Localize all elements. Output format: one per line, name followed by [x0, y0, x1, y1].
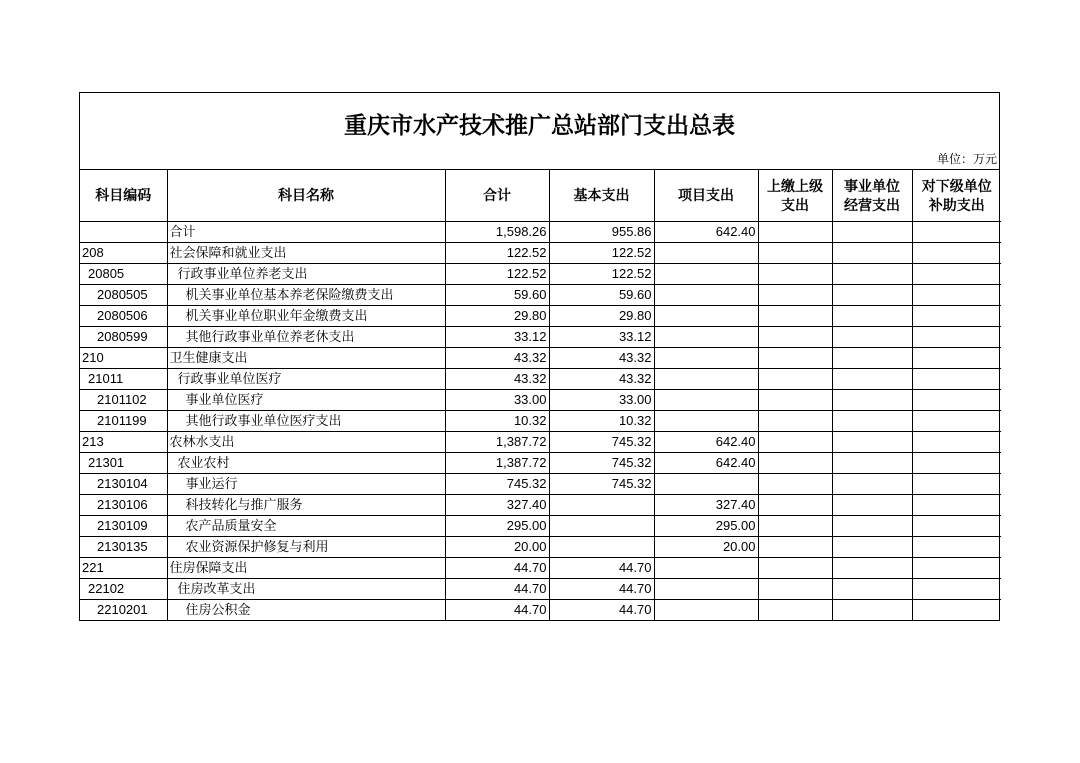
cell-subsidy [912, 474, 1001, 495]
cell-total: 1,387.72 [445, 432, 549, 453]
cell-total: 10.32 [445, 411, 549, 432]
table-row [80, 432, 1001, 453]
table-row [80, 579, 1001, 600]
cell-business [832, 369, 912, 390]
table-row [80, 474, 1001, 495]
cell-project [654, 243, 758, 264]
cell-subsidy [912, 516, 1001, 537]
cell-total: 122.52 [445, 264, 549, 285]
cell-subsidy [912, 558, 1001, 579]
cell-code: 21011 [80, 369, 167, 390]
cell-total: 1,387.72 [445, 453, 549, 474]
cell-subsidy [912, 537, 1001, 558]
cell-business [832, 390, 912, 411]
table-row [80, 285, 1001, 306]
cell-business [832, 264, 912, 285]
cell-subsidy [912, 495, 1001, 516]
cell-business [832, 327, 912, 348]
cell-subsidy [912, 285, 1001, 306]
table-row [80, 411, 1001, 432]
cell-upper [758, 453, 832, 474]
cell-project: 642.40 [654, 222, 758, 243]
cell-subsidy [912, 369, 1001, 390]
cell-code: 2101199 [80, 411, 167, 432]
cell-upper [758, 306, 832, 327]
cell-business [832, 558, 912, 579]
cell-total: 295.00 [445, 516, 549, 537]
cell-upper [758, 411, 832, 432]
cell-project [654, 558, 758, 579]
cell-name: 农林水支出 [167, 432, 445, 453]
cell-code: 221 [80, 558, 167, 579]
cell-code [80, 222, 167, 243]
header-total: 合计 [445, 170, 549, 222]
cell-name: 社会保障和就业支出 [167, 243, 445, 264]
cell-name: 事业单位医疗 [167, 390, 445, 411]
cell-upper [758, 264, 832, 285]
cell-subsidy [912, 264, 1001, 285]
cell-project [654, 327, 758, 348]
cell-project [654, 285, 758, 306]
cell-subsidy [912, 222, 1001, 243]
cell-business [832, 411, 912, 432]
cell-code: 2130135 [80, 537, 167, 558]
cell-total: 59.60 [445, 285, 549, 306]
cell-basic: 122.52 [549, 243, 654, 264]
cell-code: 21301 [80, 453, 167, 474]
cell-basic: 59.60 [549, 285, 654, 306]
cell-project [654, 579, 758, 600]
cell-code: 2080506 [80, 306, 167, 327]
cell-upper [758, 516, 832, 537]
cell-total: 745.32 [445, 474, 549, 495]
cell-name: 科技转化与推广服务 [167, 495, 445, 516]
cell-basic: 10.32 [549, 411, 654, 432]
cell-basic: 43.32 [549, 348, 654, 369]
cell-business [832, 243, 912, 264]
expenditure-table [80, 170, 1001, 620]
cell-name: 其他行政事业单位养老休支出 [167, 327, 445, 348]
header-business: 事业单位经营支出 [832, 170, 912, 222]
cell-subsidy [912, 432, 1001, 453]
cell-upper [758, 579, 832, 600]
cell-code: 2080505 [80, 285, 167, 306]
cell-subsidy [912, 600, 1001, 621]
cell-code: 2101102 [80, 390, 167, 411]
header-row [80, 170, 1001, 222]
cell-upper [758, 558, 832, 579]
cell-upper [758, 243, 832, 264]
cell-project [654, 369, 758, 390]
cell-business [832, 579, 912, 600]
header-project: 项目支出 [654, 170, 758, 222]
header-basic: 基本支出 [549, 170, 654, 222]
cell-basic: 29.80 [549, 306, 654, 327]
page-title: 重庆市水产技术推广总站部门支出总表 [344, 112, 735, 139]
cell-upper [758, 537, 832, 558]
cell-name: 卫生健康支出 [167, 348, 445, 369]
cell-name: 机关事业单位职业年金缴费支出 [167, 306, 445, 327]
cell-basic: 745.32 [549, 474, 654, 495]
cell-project [654, 264, 758, 285]
title-row [80, 93, 999, 170]
cell-upper [758, 600, 832, 621]
table-row [80, 327, 1001, 348]
cell-business [832, 453, 912, 474]
cell-project [654, 348, 758, 369]
header-name: 科目名称 [167, 170, 445, 222]
table-row [80, 306, 1001, 327]
cell-total: 29.80 [445, 306, 549, 327]
cell-upper [758, 348, 832, 369]
cell-code: 22102 [80, 579, 167, 600]
cell-upper [758, 432, 832, 453]
table-row [80, 600, 1001, 621]
cell-code: 2130109 [80, 516, 167, 537]
table-row [80, 369, 1001, 390]
cell-total: 1,598.26 [445, 222, 549, 243]
cell-code: 2130104 [80, 474, 167, 495]
header-code: 科目编码 [80, 170, 167, 222]
cell-business [832, 222, 912, 243]
cell-project [654, 390, 758, 411]
cell-business [832, 348, 912, 369]
cell-project: 20.00 [654, 537, 758, 558]
table-row [80, 264, 1001, 285]
cell-basic: 44.70 [549, 579, 654, 600]
cell-basic: 44.70 [549, 600, 654, 621]
cell-upper [758, 327, 832, 348]
cell-project [654, 600, 758, 621]
cell-business [832, 600, 912, 621]
cell-name: 事业运行 [167, 474, 445, 495]
cell-name: 住房改革支出 [167, 579, 445, 600]
header-subsidy: 对下级单位补助支出 [912, 170, 1001, 222]
cell-upper [758, 369, 832, 390]
cell-total: 327.40 [445, 495, 549, 516]
table-row [80, 390, 1001, 411]
cell-name: 行政事业单位养老支出 [167, 264, 445, 285]
cell-project [654, 306, 758, 327]
cell-name: 机关事业单位基本养老保险缴费支出 [167, 285, 445, 306]
cell-business [832, 285, 912, 306]
cell-upper [758, 495, 832, 516]
cell-basic [549, 495, 654, 516]
cell-upper [758, 222, 832, 243]
table-row [80, 537, 1001, 558]
table-row [80, 558, 1001, 579]
cell-subsidy [912, 411, 1001, 432]
cell-business [832, 432, 912, 453]
cell-subsidy [912, 243, 1001, 264]
cell-business [832, 495, 912, 516]
cell-subsidy [912, 390, 1001, 411]
cell-project: 327.40 [654, 495, 758, 516]
cell-code: 20805 [80, 264, 167, 285]
cell-name: 农业农村 [167, 453, 445, 474]
cell-upper [758, 390, 832, 411]
cell-subsidy [912, 348, 1001, 369]
cell-total: 44.70 [445, 600, 549, 621]
table-body [80, 222, 1001, 621]
cell-project: 642.40 [654, 453, 758, 474]
cell-subsidy [912, 327, 1001, 348]
cell-basic [549, 516, 654, 537]
table-row [80, 516, 1001, 537]
cell-basic: 33.12 [549, 327, 654, 348]
cell-code: 208 [80, 243, 167, 264]
cell-basic: 33.00 [549, 390, 654, 411]
cell-project: 642.40 [654, 432, 758, 453]
cell-upper [758, 474, 832, 495]
cell-name: 行政事业单位医疗 [167, 369, 445, 390]
cell-name: 合计 [167, 222, 445, 243]
cell-name: 农业资源保护修复与利用 [167, 537, 445, 558]
cell-project [654, 411, 758, 432]
cell-subsidy [912, 306, 1001, 327]
cell-total: 20.00 [445, 537, 549, 558]
cell-name: 住房保障支出 [167, 558, 445, 579]
cell-total: 122.52 [445, 243, 549, 264]
cell-business [832, 537, 912, 558]
cell-basic: 44.70 [549, 558, 654, 579]
cell-basic: 122.52 [549, 264, 654, 285]
cell-name: 其他行政事业单位医疗支出 [167, 411, 445, 432]
table-row [80, 495, 1001, 516]
cell-code: 213 [80, 432, 167, 453]
cell-subsidy [912, 453, 1001, 474]
cell-upper [758, 285, 832, 306]
table-row [80, 453, 1001, 474]
cell-business [832, 306, 912, 327]
expenditure-sheet [79, 92, 1000, 621]
cell-code: 2210201 [80, 600, 167, 621]
cell-basic: 745.32 [549, 432, 654, 453]
table-row [80, 243, 1001, 264]
cell-basic [549, 537, 654, 558]
cell-total: 44.70 [445, 558, 549, 579]
header-upper: 上缴上级支出 [758, 170, 832, 222]
cell-project: 295.00 [654, 516, 758, 537]
cell-code: 210 [80, 348, 167, 369]
cell-code: 2080599 [80, 327, 167, 348]
cell-name: 农产品质量安全 [167, 516, 445, 537]
cell-project [654, 474, 758, 495]
cell-total: 43.32 [445, 369, 549, 390]
cell-basic: 955.86 [549, 222, 654, 243]
cell-total: 43.32 [445, 348, 549, 369]
cell-basic: 43.32 [549, 369, 654, 390]
cell-business [832, 516, 912, 537]
table-row [80, 348, 1001, 369]
cell-business [832, 474, 912, 495]
unit-label: 单位：万元 [936, 152, 997, 166]
table-row [80, 222, 1001, 243]
cell-basic: 745.32 [549, 453, 654, 474]
cell-total: 33.00 [445, 390, 549, 411]
cell-subsidy [912, 579, 1001, 600]
cell-total: 44.70 [445, 579, 549, 600]
cell-name: 住房公积金 [167, 600, 445, 621]
cell-total: 33.12 [445, 327, 549, 348]
cell-code: 2130106 [80, 495, 167, 516]
